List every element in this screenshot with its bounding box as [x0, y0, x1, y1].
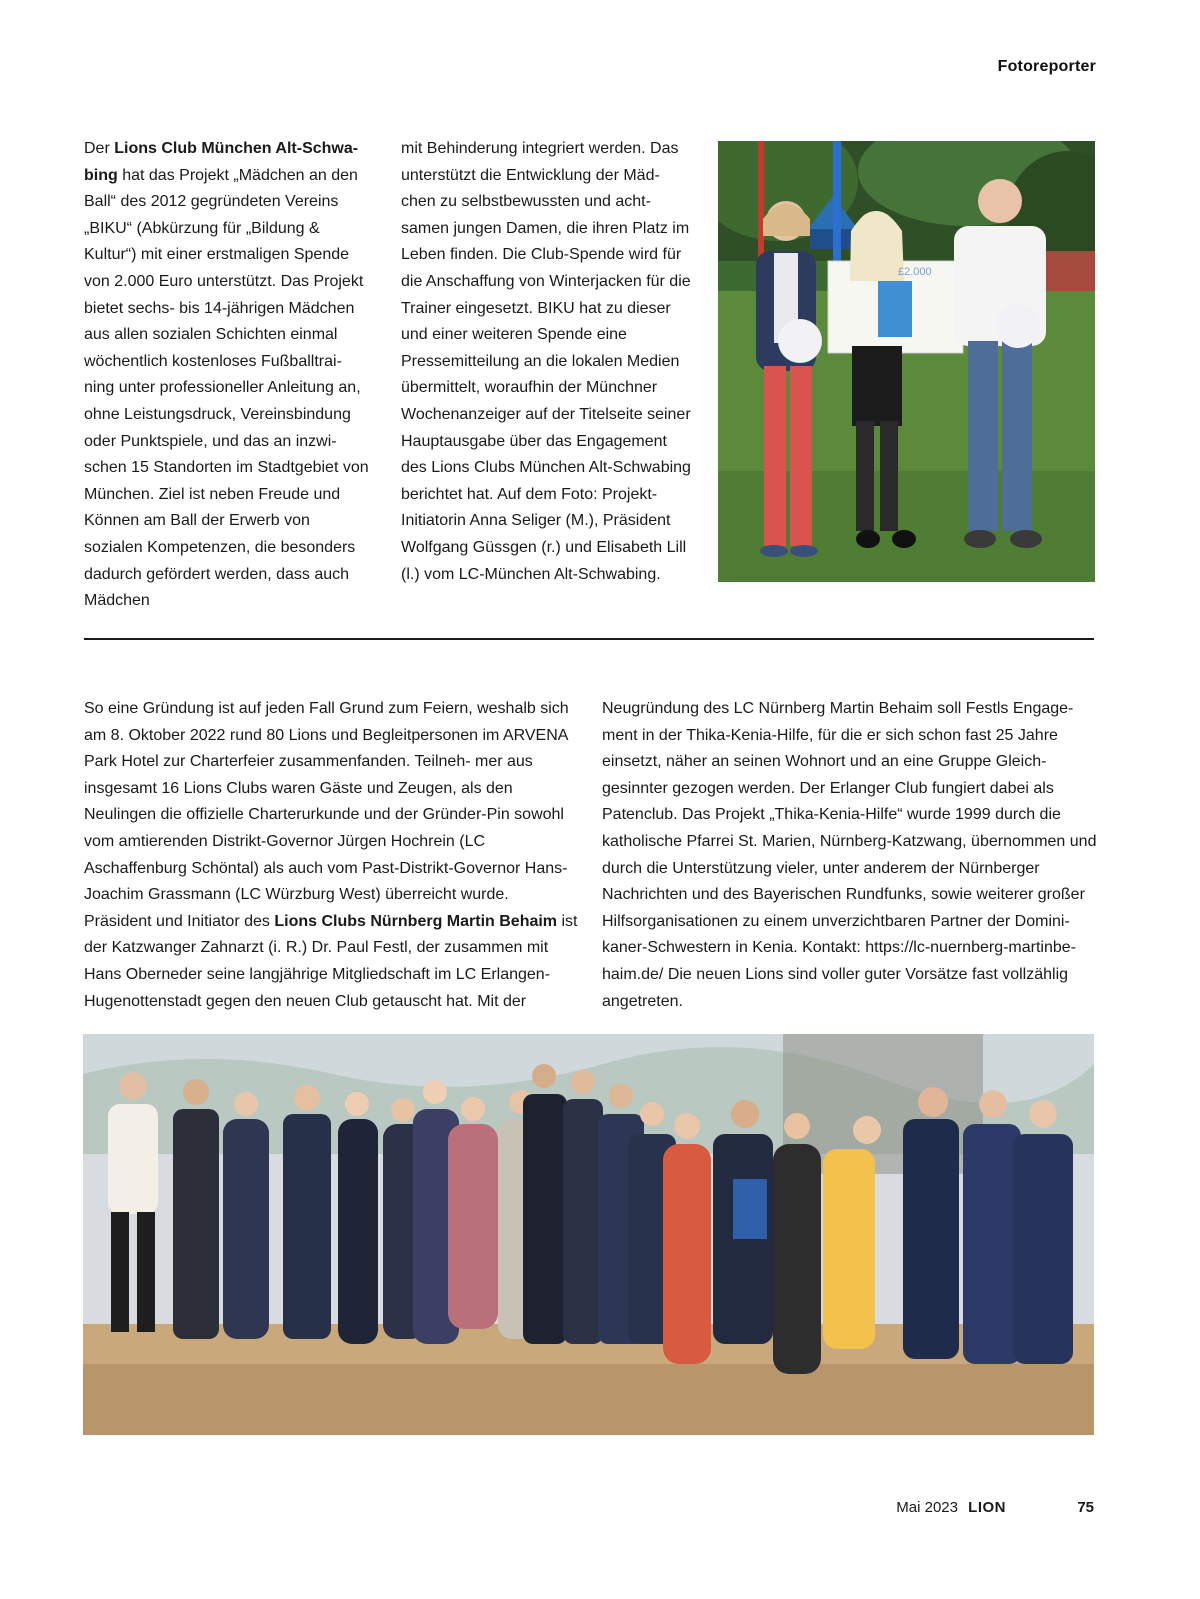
- article1-club-name: Lions Club München Alt-Schwa- bing: [84, 140, 359, 184]
- footer-magazine-name: LION: [968, 1499, 1006, 1516]
- section-label: Fotoreporter: [997, 58, 1096, 75]
- article1-column2-text: mit Behinderung integriert werden. Das unterstützt die Entwicklung der Mäd- chen zu selbstbewussten und acht- samen jungen Damen, die ihren Platz im Leben finden. Die Club-Spende wird für die Anschaffung von Winterjacken für die Trainer eingesetzt. BIKU hat zu dieser und einer weiteren Spende eine Pressemitteilung an die lokalen Medien übermittelt, woraufhin der Münchner Wochenanzeiger auf der Titelseite seiner Hauptausgabe über das Engagement des Lions Clubs München Alt-Schwabing berichtet hat. Auf dem Foto: Projekt- Initiatorin Anna Seliger (M.), Präsident Wolfgang Güssgen (r.) und Elisabeth Lill (l.) vom LC-München Alt-Schwabing.: [401, 140, 691, 583]
- article1-text-pre: Der: [84, 140, 115, 157]
- photo-group-charter-celebration: [83, 1034, 1094, 1435]
- footer-page-number: 75: [1077, 1499, 1094, 1516]
- article1-text-post: hat das Projekt „Mädchen an den Ball“ des 2012 gegründeten Vereins „BIKU“ (Abkürzung für „Bildung & Kultur“) mit einer erstmaligen Spende von 2.000 Euro unterstützt. Das Projekt bietet sechs- bis 14-jährigen Mädchen aus allen sozialen Schichten einmal wöchentlich kostenloses Fußballtrai- ning unter professioneller Anleitung an, ohne Leistungsdruck, Vereinsbindung oder Punktspiele, und das an inzwi- schen 15 Standorten im Stadtgebiet von München. Ziel ist neben Freude und Können am Ball der Erwerb von sozialen Kompetenzen, die besonders dadurch gefördert werden, dass auch Mädchen: [84, 166, 369, 610]
- article2-text-post: ist der Katzwanger Zahnarzt (i. R.) Dr. Paul Festl, der zusammen mit Hans Oberneder seine langjährige Mitgliedschaft im LC Erlangen- Hugenottenstadt gegen den neuen Club getauscht hat. Mit der: [84, 912, 578, 1010]
- article2-column1: [84, 696, 578, 1015]
- article2-column2-text: Neugründung des LC Nürnberg Martin Behaim soll Festls Engage- ment in der Thika-Kenia-Hilfe, für die er sich schon fast 25 Jahre einsetzt, näher an seinen Wohnort und an eine Gruppe Gleich- gesinnter gezogen werden. Der Erlanger Club fungiert dabei als Patenclub. Das Projekt „Thika-Kenia-Hilfe“ wurde 1999 durch die katholische Pfarrei St. Marien, Nürnberg-Katzwang, übernommen und durch die Unterstützung vieler, unter anderem der Nürnberger Nachrichten und des Bayerischen Rundfunks, sowie weiterer großer Hilfsorganisationen zu einem unverzichtbaren Partner der Domini- kaner-Schwestern in Kenia. Kontakt: https://lc-nuernberg-martinbe- haim.de/ Die neuen Lions sind voller guter Vorsätze fast vollzählig angetreten.: [602, 700, 1097, 1010]
- article2-column2: [602, 696, 1102, 1015]
- check-amount: £2.000: [898, 266, 932, 278]
- article1-column2: [401, 136, 697, 588]
- section-divider: [84, 638, 1094, 640]
- footer-issue-month: Mai 2023: [896, 1499, 958, 1516]
- article2-club-name: Lions Clubs Nürnberg Martin Behaim: [274, 912, 558, 930]
- photo-donation-handover: [718, 141, 1095, 582]
- article1-column1: [84, 136, 370, 615]
- article2-text-pre: So eine Gründung ist auf jeden Fall Grund zum Feiern, weshalb sich am 8. Oktober 2022 rund 80 Lions und Begleitpersonen im ARVENA Park Hotel zur Charterfeier zusammenfanden. Teilneh- mer aus insgesamt 16 Lions Clubs waren Gäste und Zeugen, als den Neulingen die offizielle Charterurkunde und der Gründer-Pin sowohl vom amtierenden Distrikt-Governor Jürgen Hochrein (LC Aschaffenburg Schöntal) als auch vom Past-Distrikt-Governor Hans-Joachim Grassmann (LC Würzburg West) überreicht wurde. Präsident und Initiator des: [84, 700, 569, 930]
